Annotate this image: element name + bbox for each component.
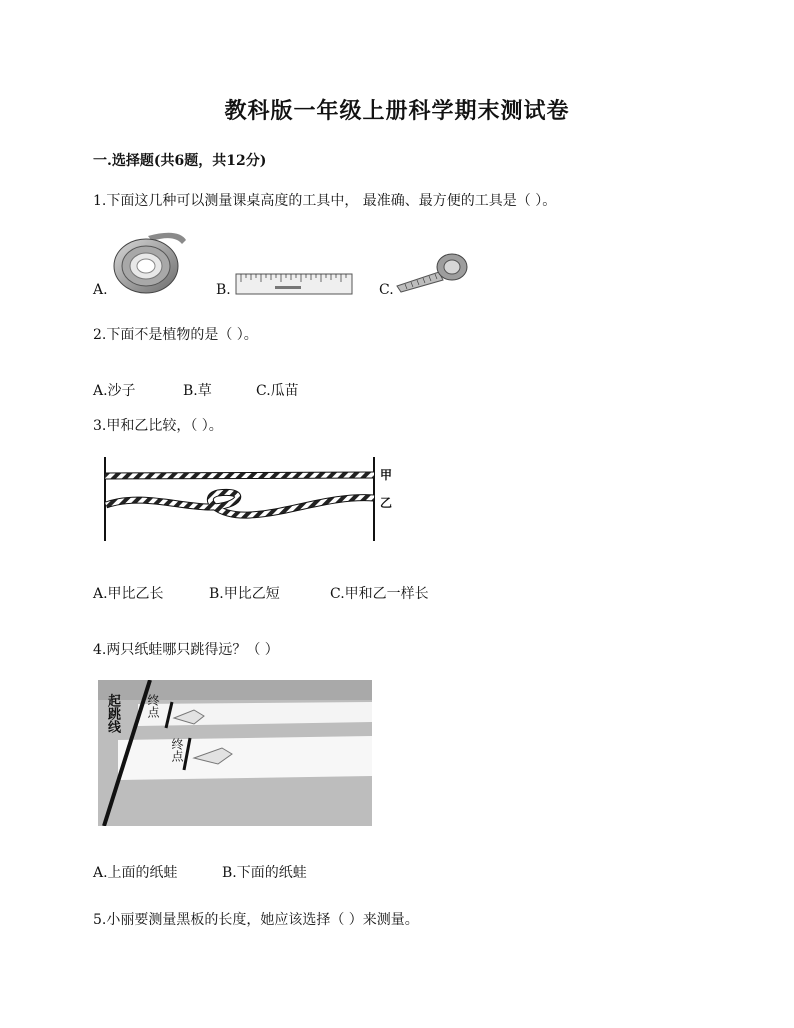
question-1: 1.下面这几种可以测量课桌高度的工具中， 最准确、最方便的工具是（ ）。	[93, 193, 557, 209]
page-title: 教科版一年级上册科学期末测试卷	[224, 98, 570, 124]
label-yi: 乙	[380, 496, 393, 510]
rope-comparison-figure	[100, 455, 400, 545]
q3-option-a: A.甲比乙长	[93, 586, 164, 602]
q2-option-b: B.草	[183, 383, 212, 399]
q1-option-c-label: C.	[379, 282, 394, 298]
question-2: 2.下面不是植物的是（ ）。	[93, 327, 258, 343]
q2-option-a: A.沙子	[93, 383, 136, 399]
section-heading: 一.选择题(共6题，共12分)	[93, 153, 267, 169]
question-3: 3.甲和乙比较，（ ）。	[93, 418, 223, 434]
q1-option-b-label: B.	[216, 282, 231, 298]
question-4: 4.两只纸蛙哪只跳得远？（ ）	[93, 642, 279, 658]
tape-measure-roll-image	[108, 226, 188, 296]
ruler-image	[235, 272, 353, 296]
label-jia: 甲	[380, 468, 393, 482]
q3-option-b: B.甲比乙短	[209, 586, 280, 602]
q3-option-c: C.甲和乙一样长	[330, 586, 429, 602]
q1-option-a-label: A.	[93, 282, 108, 298]
label-end-lower: 终点	[170, 738, 184, 762]
soft-tape-measure-image	[395, 250, 471, 294]
q2-option-c: C.瓜苗	[256, 383, 299, 399]
label-start-line: 起跳线	[105, 694, 120, 733]
label-end-upper: 终点	[146, 694, 160, 718]
q4-option-b: B.下面的纸蛙	[222, 865, 307, 881]
question-5: 5.小丽要测量黑板的长度，她应该选择（ ）来测量。	[93, 912, 419, 928]
paper-frog-photo	[98, 680, 372, 826]
q4-option-a: A.上面的纸蛙	[93, 865, 178, 881]
